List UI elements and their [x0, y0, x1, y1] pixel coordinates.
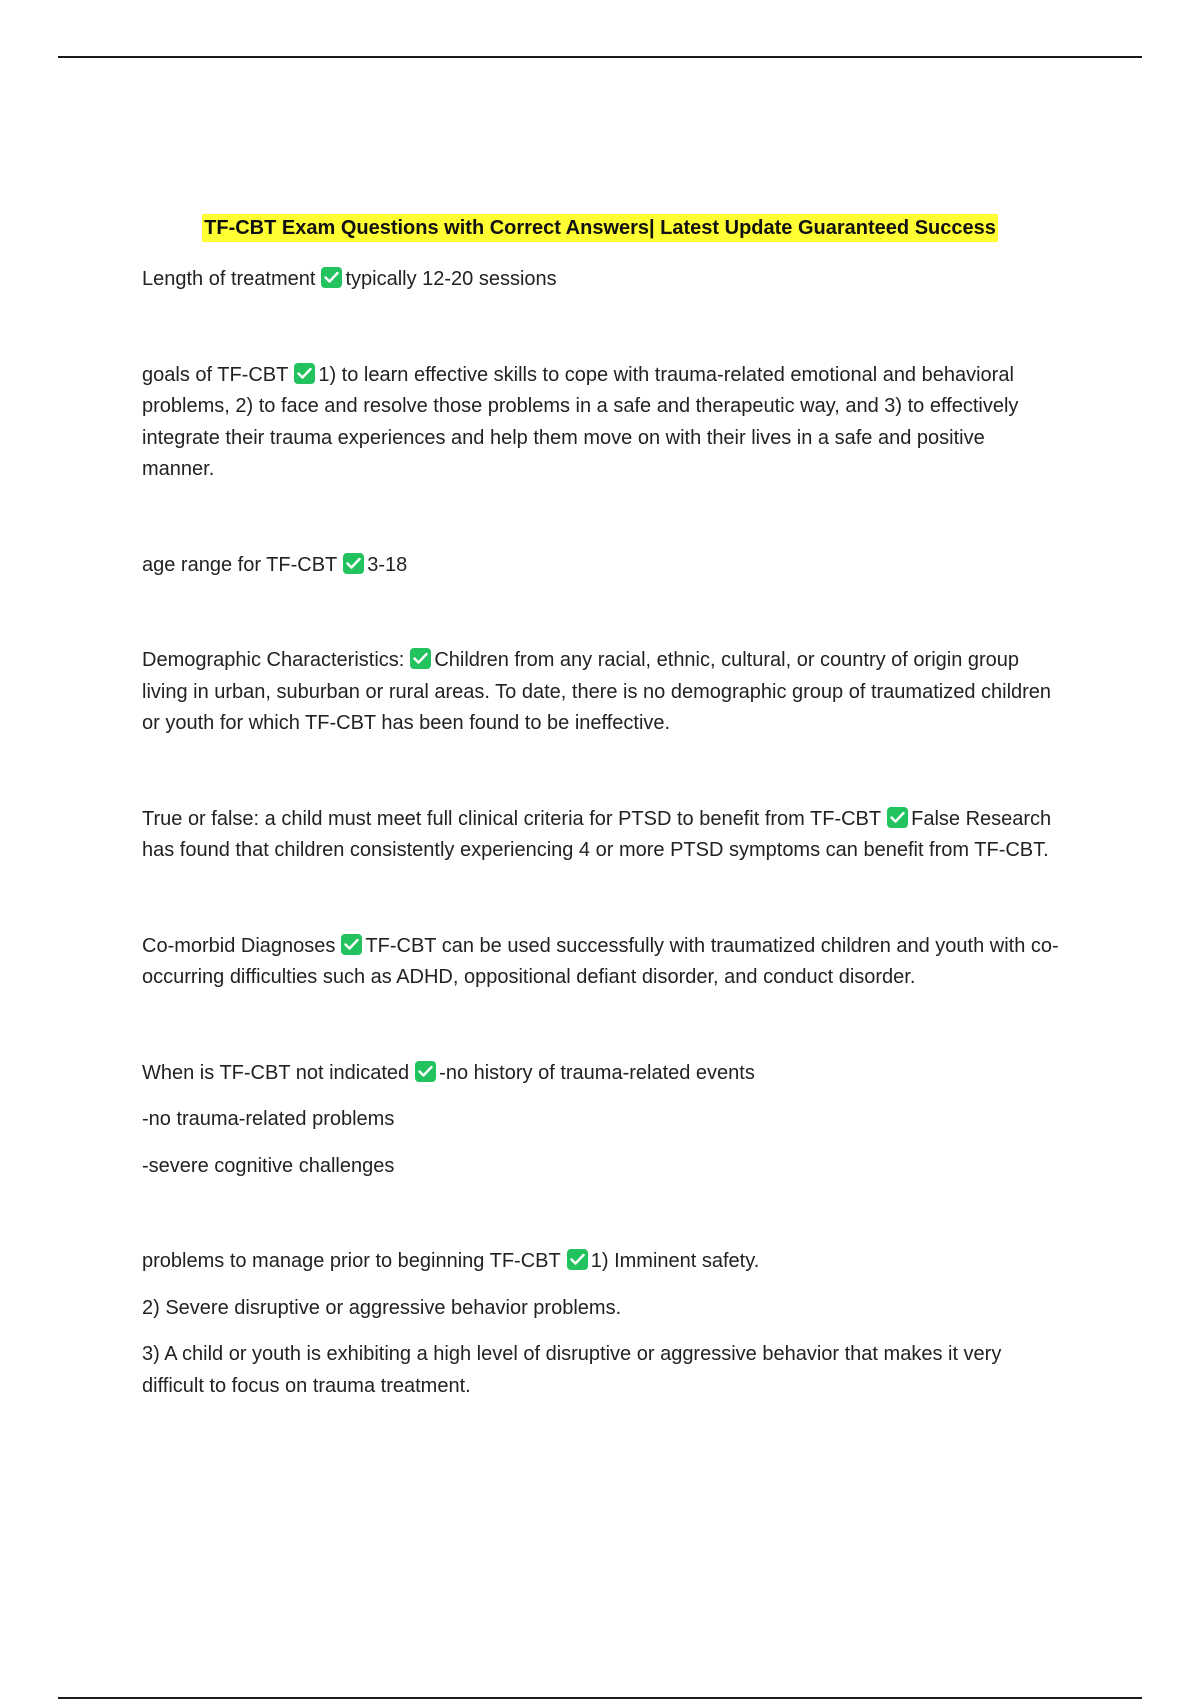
qa-entry: [142, 1058, 1062, 1183]
question-text: True or false: a child must meet full clinical criteria for PTSD to benefit from TF-CBT: [142, 807, 882, 830]
answer-continuation: -severe cognitive challenges: [142, 1154, 395, 1177]
answer-continuation: -no trauma-related problems: [142, 1108, 395, 1130]
title-block: [0, 214, 1200, 242]
qa-line: [142, 1246, 1062, 1278]
question-text: goals of TF-CBT: [142, 363, 289, 386]
question-text: problems to manage prior to beginning TF-CBT: [142, 1250, 561, 1272]
qa-line: [142, 931, 1062, 994]
answer-text: False Research has found that children consistently experiencing 4 or more PTSD symptoms can benefit from TF-CBT.: [142, 807, 1052, 861]
check-mark-icon: [321, 267, 342, 288]
question-text: age range for TF-CBT: [142, 553, 338, 576]
check-mark-icon: [343, 553, 364, 574]
answer-text: 1) Imminent safety.: [590, 1250, 760, 1272]
qa-entry: [142, 645, 1062, 740]
qa-entry: [142, 804, 1062, 867]
answer-text: 1) to learn effective skills to cope with trauma-related emotional and behavioral problems, 2) to face and resolve those problems in a safe and therapeutic way, and 3) to effectively integrate their trauma experiences and help them move on with their lives in a safe and positive manner.: [142, 363, 1019, 480]
question-text: Co-morbid Diagnoses: [142, 934, 336, 957]
qa-entry: [142, 550, 1062, 582]
qa-entry: [142, 931, 1062, 994]
answer-continuation: 2) Severe disruptive or aggressive behavior problems.: [142, 1296, 622, 1319]
question-text: Demographic Characteristics:: [142, 649, 405, 671]
qa-line: [142, 645, 1062, 740]
question-text: When is TF-CBT not indicated: [142, 1061, 410, 1084]
qa-line: [142, 804, 1062, 867]
question-text: Length of treatment: [142, 268, 316, 290]
check-mark-icon: [415, 1061, 436, 1082]
qa-entry: [142, 360, 1062, 486]
answer-text: TF-CBT can be used successfully with traumatized children and youth with co-occurring difficulties such as ADHD, oppositional defiant disorder, and conduct disorder.: [142, 934, 1059, 988]
answer-text: Children from any racial, ethnic, cultural, or country of origin group living in urban, suburban or rural areas. To date, there is no demographic group of traumatized children or youth for which TF-CBT has been found to be ineffective.: [142, 649, 1052, 734]
document-title: TF-CBT Exam Questions with Correct Answers| Latest Update Guaranteed Success: [202, 214, 998, 242]
qa-line: [142, 1058, 1062, 1090]
qa-line: [142, 360, 1062, 486]
answer-text: 3-18: [367, 553, 408, 576]
answer-text: typically 12-20 sessions: [345, 268, 557, 290]
qa-line: [142, 264, 1062, 296]
check-mark-icon: [410, 648, 431, 669]
check-mark-icon: [294, 363, 315, 384]
header-rule: [58, 56, 1142, 58]
check-mark-icon: [567, 1249, 588, 1270]
qa-entry: [142, 264, 1062, 296]
question-list: [142, 264, 1062, 1402]
qa-line: [142, 550, 1062, 582]
footer-rule: [58, 1697, 1142, 1699]
check-mark-icon: [887, 807, 908, 828]
check-mark-icon: [341, 934, 362, 955]
answer-continuation: 3) A child or youth is exhibiting a high level of disruptive or aggressive behavior that makes it very difficult to focus on trauma treatment.: [142, 1343, 1002, 1397]
answer-text: -no history of trauma-related events: [439, 1061, 755, 1084]
qa-entry: [142, 1246, 1062, 1402]
